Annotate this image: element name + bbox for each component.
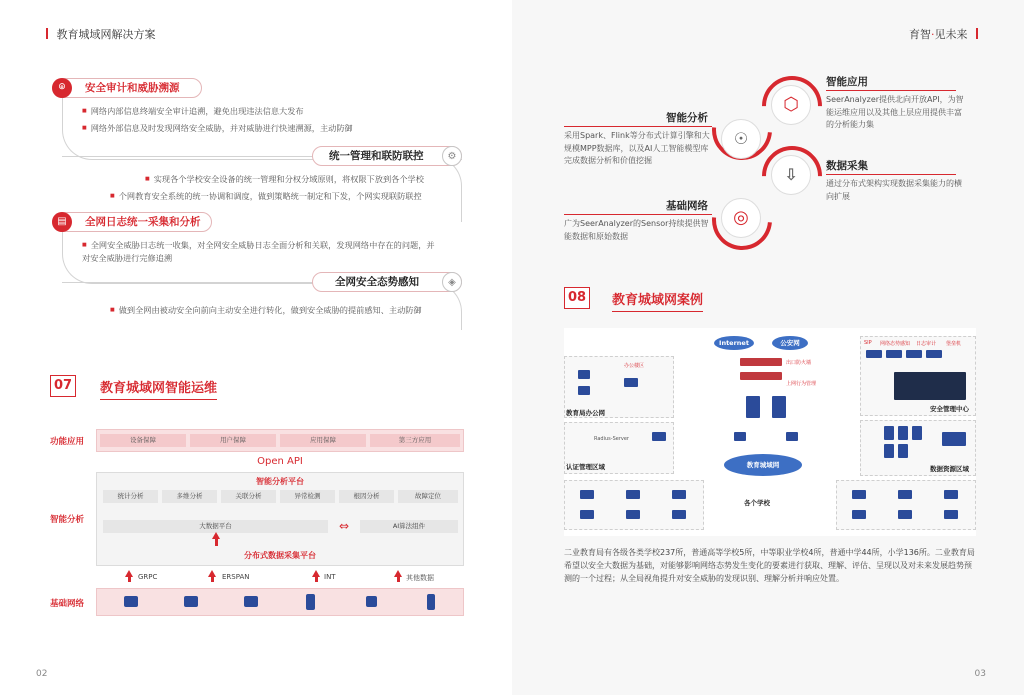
log-icon: ▤ bbox=[52, 212, 72, 232]
cap-title: 智能分析 bbox=[666, 112, 708, 124]
app-cell: 第三方应用 bbox=[370, 434, 460, 447]
cap-text: 采用Spark、Flink等分布式计算引擎和大规模MPP数据库，以及AI人工智能模型库完成数据分析和价值挖掘 bbox=[564, 131, 710, 165]
server-icon bbox=[884, 444, 894, 458]
gear-icon: ⚙ bbox=[442, 146, 462, 166]
switch-icon bbox=[624, 378, 638, 387]
right-page-number: 03 bbox=[974, 669, 986, 679]
analysis-cell: 统计分析 bbox=[103, 490, 158, 503]
switch-icon bbox=[580, 510, 594, 519]
app-cell: 设备保障 bbox=[100, 434, 186, 447]
router-icon bbox=[184, 596, 198, 607]
section-title: 教育城域网智能运维 bbox=[100, 377, 217, 400]
auth-label: 认证管理区域 bbox=[566, 463, 605, 471]
office-label: 办公楼区 bbox=[624, 363, 645, 369]
case-paragraph: 二业教育局有各级各类学校237所，普通高等学校5所，中等职业学校4所，普通中学44所，小学136所。二业教育局希望以安全大数据为基础，对能够影响网络态势发生变化的要素进行获取、理解、评估、呈现以及对未来发展趋势预测的一个过程；从全局视角提升对安全威胁的发现识别、理解分析并响应处置。 bbox=[564, 548, 975, 583]
firewall-icon bbox=[740, 372, 782, 380]
bidirectional-arrow-icon: ⇔ bbox=[338, 519, 350, 533]
sec-app-label: 堡垒机 bbox=[946, 341, 962, 347]
camera-icon bbox=[366, 596, 377, 607]
switch-icon bbox=[652, 432, 666, 441]
bullet: ■ 全网安全威胁日志统一收集，对全网安全威胁日志全面分析和关联，发现网络中存在的问题，并对安全威胁进行完修追溯 bbox=[82, 239, 442, 265]
ai-cell: AI算法组件 bbox=[360, 520, 458, 533]
bigdata-cell: 大数据平台 bbox=[103, 520, 328, 533]
bullet: ■ 个网教育安全系统的统一协调和调度，做到策略统一制定和下发，个网实现联防联控 bbox=[110, 190, 455, 203]
switch-icon bbox=[944, 490, 958, 499]
switch-icon bbox=[734, 432, 746, 441]
cap-title: 智能应用 bbox=[826, 76, 868, 88]
arrow-stem bbox=[397, 576, 400, 582]
network-diagram bbox=[564, 328, 976, 536]
switch-icon bbox=[898, 490, 912, 499]
switch-icon bbox=[786, 432, 798, 441]
section-title: 教育城域网案例 bbox=[612, 289, 703, 312]
protocol-label: GRPC bbox=[138, 573, 158, 581]
switch-icon bbox=[944, 510, 958, 519]
pc-icon bbox=[578, 370, 590, 379]
collect-icon: ⇩ bbox=[771, 155, 811, 195]
outlet-label: 出口防火墙 bbox=[786, 360, 812, 366]
protocol-label: INT bbox=[324, 573, 336, 581]
analysis-cell: 异常检测 bbox=[280, 490, 335, 503]
bullet: ■ 网络外部信息及时发现网络安全威胁，并对威胁进行快速溯源，主动防御 bbox=[82, 122, 442, 135]
analysis-cell: 故障定位 bbox=[398, 490, 458, 503]
item-log-title: 全网日志统一采集和分析 bbox=[85, 216, 201, 228]
left-header bbox=[46, 26, 156, 42]
bullet: ■ 网络内部信息终端安全审计追溯，避免出现违法信息大发布 bbox=[82, 105, 442, 118]
item-audit-title: 安全审计和威胁溯源 bbox=[85, 82, 180, 94]
appliance-icon bbox=[866, 350, 882, 358]
item-situation-header bbox=[312, 272, 462, 292]
collect-title: 分布式数据采集平台 bbox=[244, 551, 316, 560]
item-manage-header bbox=[312, 146, 462, 166]
app-cell: 用户保障 bbox=[190, 434, 276, 447]
right-page bbox=[512, 0, 1024, 695]
cap-title: 数据采集 bbox=[826, 160, 868, 172]
app-cell: 应用保障 bbox=[280, 434, 366, 447]
switch-icon bbox=[244, 596, 258, 607]
school-area bbox=[836, 480, 976, 530]
internet-cloud: Internet bbox=[714, 336, 754, 350]
school-area bbox=[564, 480, 704, 530]
firewall-icon bbox=[740, 358, 782, 366]
protocol-label: ERSPAN bbox=[222, 573, 250, 581]
dc-label: 数据资源区域 bbox=[930, 465, 969, 473]
base-row bbox=[96, 588, 464, 616]
arrow-stem bbox=[315, 576, 318, 582]
pc-icon bbox=[578, 386, 590, 395]
public-cloud: 公安网 bbox=[772, 336, 808, 350]
switch-icon bbox=[626, 490, 640, 499]
arrow-stem bbox=[128, 576, 131, 582]
cube-icon: ⬡ bbox=[771, 85, 811, 125]
section-number: 08 bbox=[564, 287, 590, 309]
switch-icon bbox=[898, 510, 912, 519]
server-icon bbox=[898, 444, 908, 458]
cap-title: 基础网络 bbox=[666, 200, 708, 212]
switch-icon bbox=[672, 510, 686, 519]
header-bar bbox=[46, 28, 48, 39]
dashboard-screen-icon bbox=[894, 372, 966, 400]
shield-icon: ◈ bbox=[442, 272, 462, 292]
bullet: ■ 实现各个学校安全设备的统一管理和分权分域原则，将权限下放到各个学校 bbox=[145, 173, 455, 186]
sec-app-label: 日志审计 bbox=[916, 341, 937, 347]
core-switch-icon bbox=[746, 396, 760, 418]
metro-cloud: 教育城域网 bbox=[724, 454, 802, 476]
globe-icon: ◎ bbox=[721, 198, 761, 238]
cap-rule bbox=[826, 174, 956, 175]
analysis-cell: 多维分析 bbox=[162, 490, 217, 503]
header-dot: · bbox=[931, 28, 935, 41]
brain-icon: ☉ bbox=[721, 119, 761, 159]
cap-rule bbox=[564, 126, 712, 127]
right-header bbox=[909, 26, 978, 42]
radius-label: Radius-Server bbox=[594, 436, 629, 442]
open-api-label: Open API bbox=[96, 456, 464, 468]
header-bar bbox=[976, 28, 978, 39]
cap-rule bbox=[564, 214, 712, 215]
cap-text: 广为SeerAnalyzer的Sensor持续提供智能数据和原始数据 bbox=[564, 219, 709, 241]
cap-rule bbox=[826, 90, 956, 91]
switch-icon bbox=[580, 490, 594, 499]
arrow-up-icon bbox=[212, 532, 220, 539]
item-manage-title: 统一管理和联防联控 bbox=[329, 150, 424, 162]
switch-icon bbox=[852, 510, 866, 519]
cap-text: 通过分布式架构实现数据采集能力的横向扩展 bbox=[826, 179, 962, 201]
switch-icon bbox=[852, 490, 866, 499]
server-icon bbox=[306, 594, 315, 610]
item-log-header bbox=[52, 212, 212, 232]
protocol-label: 其他数据 bbox=[406, 574, 434, 582]
bullet: ■ 做到全网由被动安全向前向主动安全进行转化，做到安全威胁的提前感知、主动防御 bbox=[110, 304, 455, 317]
switch-icon bbox=[672, 490, 686, 499]
shield-search-icon: ⌾ bbox=[52, 78, 72, 98]
section-number: 07 bbox=[50, 375, 76, 397]
row-label-base: 基础网络 bbox=[50, 599, 85, 609]
access-point-icon bbox=[427, 594, 435, 610]
item-situation-title: 全网安全态势感知 bbox=[335, 276, 419, 288]
row-label-analysis: 智能分析 bbox=[50, 515, 85, 525]
switch-icon bbox=[626, 510, 640, 519]
header-part-b: 见未来 bbox=[934, 28, 968, 41]
sec-center-label: 安全管理中心 bbox=[930, 405, 969, 413]
edu-office-label: 教育局办公网 bbox=[566, 409, 605, 417]
storage-icon bbox=[942, 432, 966, 446]
server-icon bbox=[884, 426, 894, 440]
appliance-icon bbox=[906, 350, 922, 358]
appliance-icon bbox=[886, 350, 902, 358]
server-icon bbox=[912, 426, 922, 440]
item-audit-header bbox=[52, 78, 202, 98]
appliance-icon bbox=[926, 350, 942, 358]
analysis-cell: 根因分析 bbox=[339, 490, 394, 503]
row-label-app: 功能应用 bbox=[50, 437, 85, 447]
analysis-cell: 关联分析 bbox=[221, 490, 276, 503]
arrow-stem bbox=[215, 538, 218, 546]
header-part-a: 育智 bbox=[909, 28, 931, 41]
platform-title: 智能分析平台 bbox=[256, 477, 304, 486]
arrow-stem bbox=[211, 576, 214, 582]
sec-app-label: SIP bbox=[864, 340, 872, 346]
sec-app-label: 网络态势感知 bbox=[880, 341, 911, 347]
core-switch-icon bbox=[772, 396, 786, 418]
online-label: 上网行为管理 bbox=[786, 381, 817, 387]
cap-text: SeerAnalyzer提供北向开放API，为智能运维应用以及其他上层应用提供丰富的分析能力集 bbox=[826, 95, 964, 129]
switch-icon bbox=[124, 596, 138, 607]
left-page-number: 02 bbox=[36, 669, 48, 679]
server-icon bbox=[898, 426, 908, 440]
schools-label: 各个学校 bbox=[744, 499, 770, 507]
left-header-text: 教育城域网解决方案 bbox=[56, 28, 156, 41]
